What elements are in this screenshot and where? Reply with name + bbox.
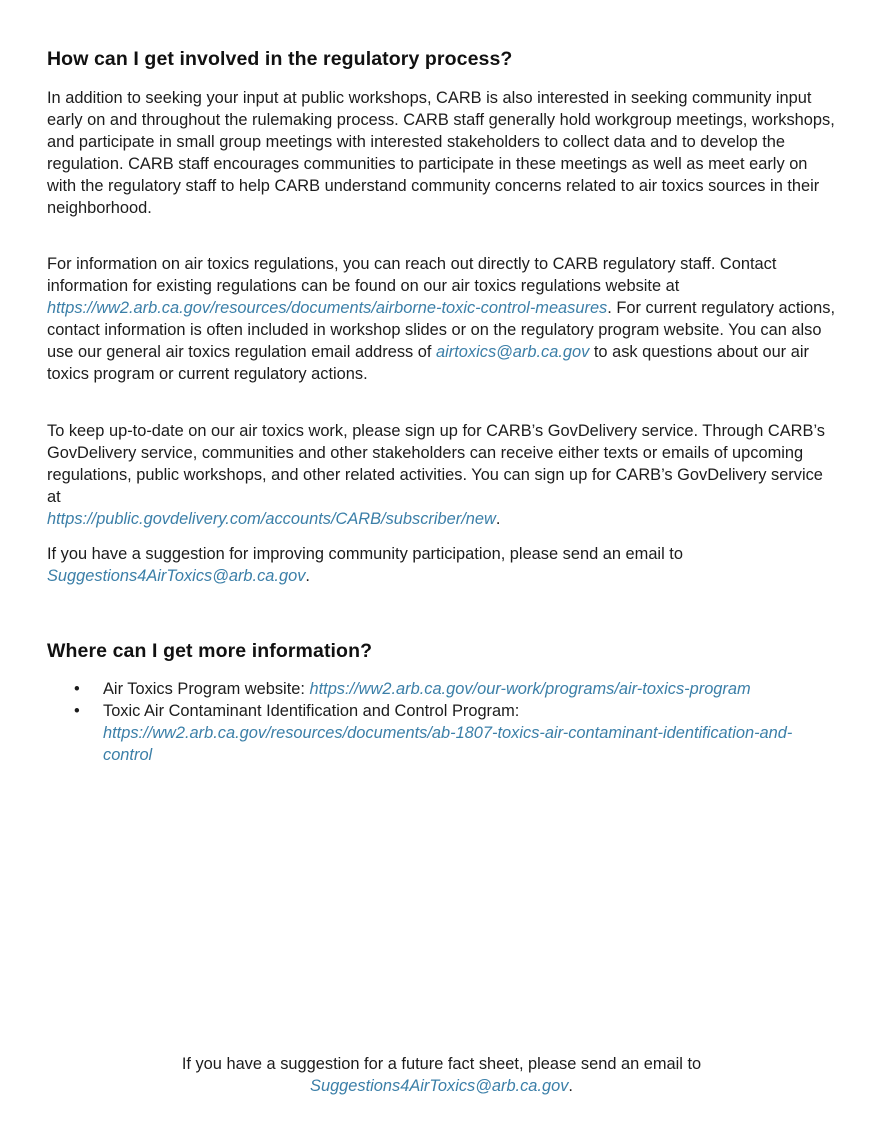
heading-get-involved: How can I get involved in the regulatory process? <box>47 48 513 70</box>
text: . For current regulatory actions, contact information is often included in workshop slides or on the regulatory program website. You can also use our general air toxics regulation email address of <box>47 299 836 362</box>
footer-email-link[interactable]: Suggestions4AirToxics@arb.ca.gov <box>310 1077 569 1095</box>
list-item-label: Air Toxics Program website: <box>103 680 310 698</box>
paragraph-input: In addition to seeking your input at public workshops, CARB is also interested in seeking community input early on and throughout the rulemaking process. CARB staff generally hold workgroup meetings, workshops, and participate in small group meetings with interested stakeholders to collect data and to develop the regulation. CARB staff encourages communities to participate in these meetings as well as meet early on with the regulatory staff to help CARB understand community concerns related to air toxics sources in their neighborhood. <box>47 89 835 218</box>
text: To keep up-to-date on our air toxics work, please sign up for CARB’s GovDelivery service. Through CARB’s GovDelivery service, communities and other stakeholders can receive either texts or emails of upcoming regulations, public workshops, and other related activities. You can sign up for CARB’s GovDelivery service at <box>47 422 825 507</box>
list-item-air-toxics-program <box>47 678 837 700</box>
atcm-link[interactable]: https://ww2.arb.ca.gov/resources/documents/airborne-toxic-control-measures <box>47 299 608 318</box>
info-list <box>47 678 837 766</box>
paragraph-govdelivery <box>47 420 837 530</box>
footer-period: . <box>568 1077 573 1095</box>
tac-program-link[interactable]: https://ww2.arb.ca.gov/resources/documents/ab-1807-toxics-air-contaminant-identification-and-control <box>103 724 793 765</box>
paragraph-regulations-info <box>47 253 837 386</box>
list-item-tac-program <box>47 700 837 766</box>
text: . <box>495 510 501 529</box>
text: . <box>305 567 310 586</box>
text: to ask questions about our air toxics program or current regulatory actions. <box>47 343 809 384</box>
list-item-label: Toxic Air Contaminant Identification and Control Program: <box>103 702 520 721</box>
air-toxics-program-link[interactable]: https://ww2.arb.ca.gov/our-work/programs/air-toxics-program <box>309 680 751 698</box>
heading-more-information: Where can I get more information? <box>47 640 373 662</box>
text: If you have a suggestion for improving community participation, please send an email to <box>47 545 683 563</box>
paragraph-suggestion <box>47 543 837 587</box>
footer-text: If you have a suggestion for a future fact sheet, please send an email to <box>181 1055 702 1073</box>
govdelivery-link[interactable]: https://public.govdelivery.com/accounts/CARB/subscriber/new <box>47 510 496 529</box>
bullet-icon: • <box>74 702 80 721</box>
bullet-icon: • <box>74 680 80 698</box>
suggestions-email-link[interactable]: Suggestions4AirToxics@arb.ca.gov <box>47 567 306 586</box>
airtoxics-email-link[interactable]: airtoxics@arb.ca.gov <box>436 343 590 362</box>
text: For information on air toxics regulations, you can reach out directly to CARB regulatory staff. Contact information for existing regulations can be found on our air toxics regulations website at <box>47 255 777 296</box>
footer <box>0 1053 883 1097</box>
